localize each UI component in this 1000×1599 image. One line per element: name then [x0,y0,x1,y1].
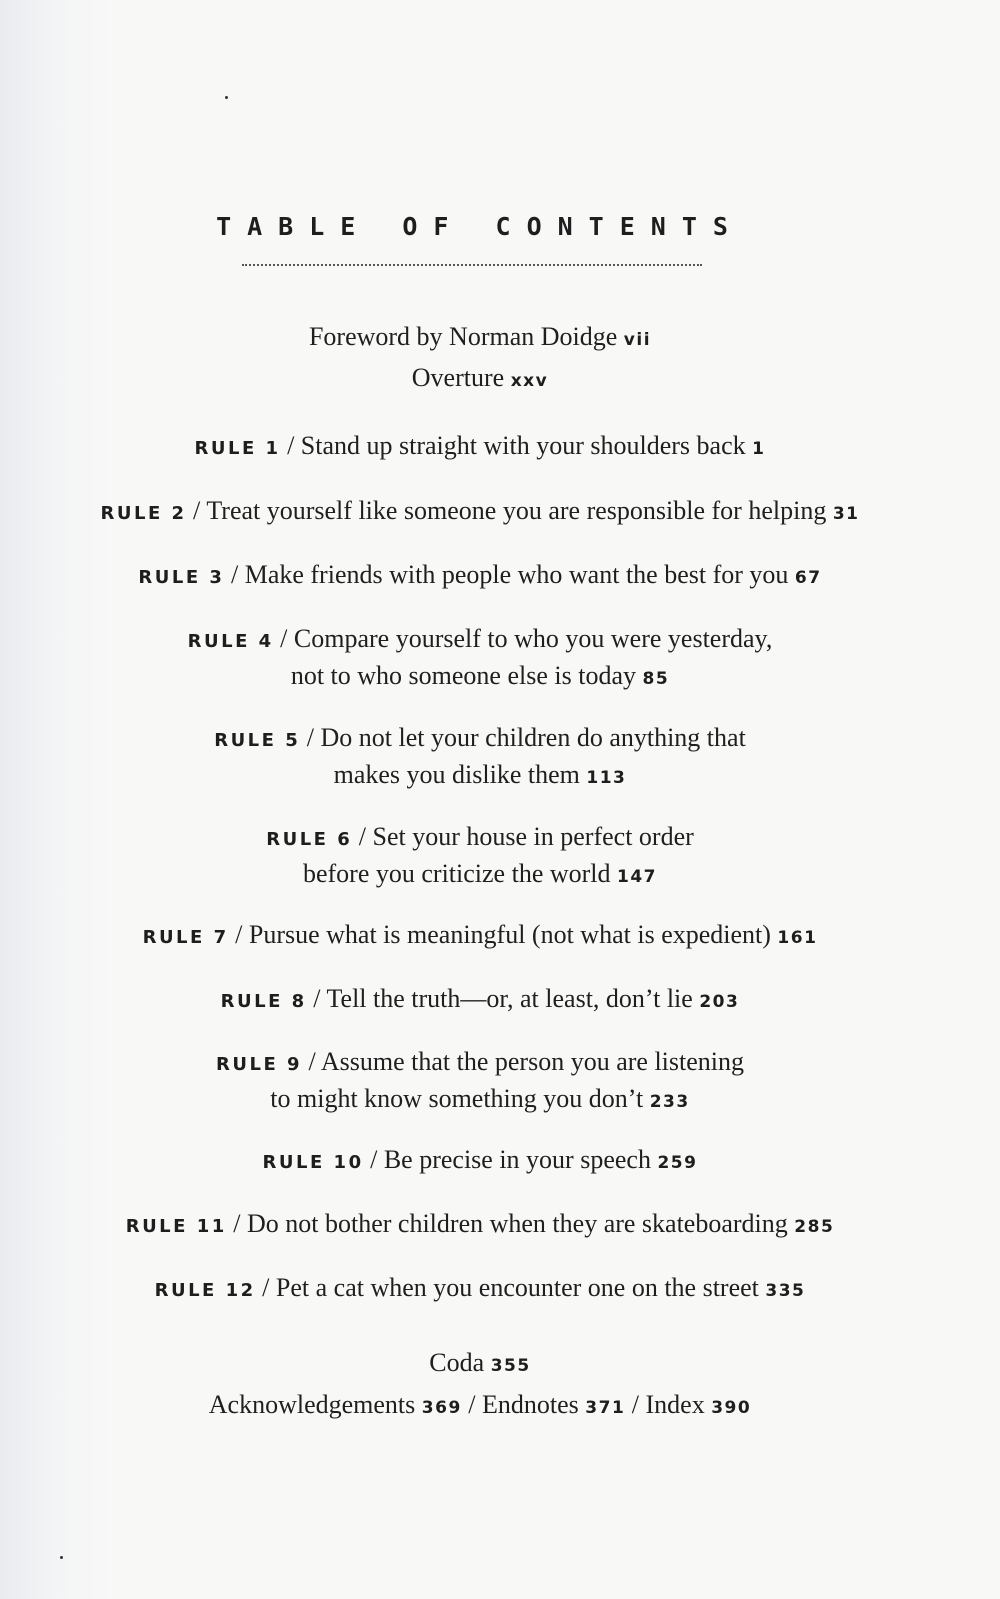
separator: / [358,822,366,851]
page-number: 233 [649,1092,690,1112]
rule-label: RULE 7 [142,927,229,948]
rule-title: Tell the truth—or, at least, don’t lie [326,984,693,1013]
entry-line-2 [0,659,960,696]
page-number: vii [623,330,652,350]
rule-title-line-1: Compare yourself to who you were yesterday, [293,624,773,653]
page-number: 285 [794,1217,835,1237]
rule-label: RULE 4 [187,631,274,652]
toc-entry-rule-3[interactable] [0,558,960,595]
entry-title: Acknowledgements [208,1390,416,1419]
rule-title: Pet a cat when you encounter one on the street [275,1273,759,1302]
rule-label: RULE 3 [138,567,225,588]
rule-title-line-2: makes you dislike them [333,760,580,789]
heading-underline [242,264,702,266]
toc-link-endnotes[interactable] [482,1390,632,1419]
rule-title-line-1: Set your house in perfect order [372,822,694,851]
toc-entry-rule-9[interactable] [0,1045,960,1119]
toc-entry-overture[interactable] [0,361,960,398]
toc-entry-rule-12[interactable] [0,1271,960,1308]
toc-link-acknowledgements[interactable] [209,1390,469,1419]
separator: / [280,624,288,653]
separator: / [370,1145,378,1174]
rule-label: RULE 10 [262,1152,364,1173]
toc-entry-rule-11[interactable] [0,1207,960,1244]
entry-line-1 [0,622,960,659]
separator: / [230,560,239,589]
separator: / [313,984,321,1013]
entry-line-1 [0,721,960,758]
rule-label: RULE 2 [100,503,187,524]
separator: / [631,1390,640,1419]
separator: / [262,1273,270,1302]
entry-title: Foreword by Norman Doidge [308,322,618,351]
toc-entry-rule-4[interactable] [0,622,960,696]
page-number: 147 [617,867,658,887]
paper-speck [225,96,228,99]
toc-entry-back-matter [0,1388,960,1425]
rule-label: RULE 1 [194,438,281,459]
rule-title-line-2: before you criticize the world [302,859,611,888]
entry-line-2 [0,758,960,795]
separator: / [193,496,201,525]
toc-entry-rule-6[interactable] [0,820,960,894]
toc-entry-rule-10[interactable] [0,1143,960,1180]
rule-title: Be precise in your speech [383,1145,651,1174]
toc-entry-foreword[interactable] [0,320,960,357]
toc-entry-rule-7[interactable] [0,918,960,955]
toc-entry-rule-5[interactable] [0,721,960,795]
rule-title: Stand up straight with your shoulders back [300,431,746,460]
rule-label: RULE 5 [214,730,301,751]
separator: / [235,920,243,949]
separator: / [233,1209,241,1238]
entry-title: Endnotes [482,1390,579,1419]
page-number: 203 [699,992,740,1012]
rule-title: Pursue what is meaningful (not what is expedient) [248,920,771,949]
entry-title: Index [645,1390,705,1419]
rule-title-line-2: to might know something you don’t [270,1084,644,1113]
paper-speck [60,1556,63,1559]
separator: / [468,1390,476,1419]
entry-line-1 [0,820,960,857]
page-number: 161 [777,928,818,948]
page-number: 390 [711,1398,752,1418]
entry-line-2 [0,1082,960,1119]
separator: / [287,431,295,460]
separator: / [308,1047,316,1076]
rule-title-line-2: not to who someone else is today [290,661,636,690]
rule-label: RULE 11 [125,1216,227,1237]
rule-label: RULE 8 [220,991,307,1012]
page-number: 85 [642,669,670,689]
rule-title: Do not bother children when they are skateboarding [247,1209,788,1238]
rule-title-line-1: Assume that the person you are listening [320,1047,744,1076]
page-number: 259 [657,1153,698,1173]
rule-title-line-1: Do not let your children do anything that [320,723,746,752]
entry-line-2 [0,857,960,894]
rule-label: RULE 12 [154,1280,256,1301]
page-number: 371 [585,1398,626,1418]
toc-link-index[interactable] [646,1390,752,1419]
rule-title: Make friends with people who want the best for you [244,560,789,589]
page-number: 355 [490,1356,531,1376]
page-number: 113 [586,768,627,788]
rule-label: RULE 6 [266,829,353,850]
rule-label: RULE 9 [216,1054,303,1075]
toc-entry-rule-2[interactable] [0,494,960,531]
page-number: 369 [421,1398,462,1418]
page-number: 335 [765,1281,806,1301]
toc-entry-rule-8[interactable] [0,982,960,1019]
separator: / [306,723,314,752]
rule-title: Treat yourself like someone you are responsible for helping [206,496,827,525]
page-number: 67 [794,568,822,588]
page-number: xxv [510,371,549,391]
toc-entry-coda[interactable] [0,1346,960,1383]
entry-title: Coda [429,1348,485,1377]
entry-title: Overture [411,363,505,392]
entry-line-1 [0,1045,960,1082]
toc-entry-rule-1[interactable] [0,429,960,466]
toc-heading: TABLE OF CONTENTS [216,212,744,241]
page-number: 31 [832,504,860,524]
page-number: 1 [752,439,766,459]
